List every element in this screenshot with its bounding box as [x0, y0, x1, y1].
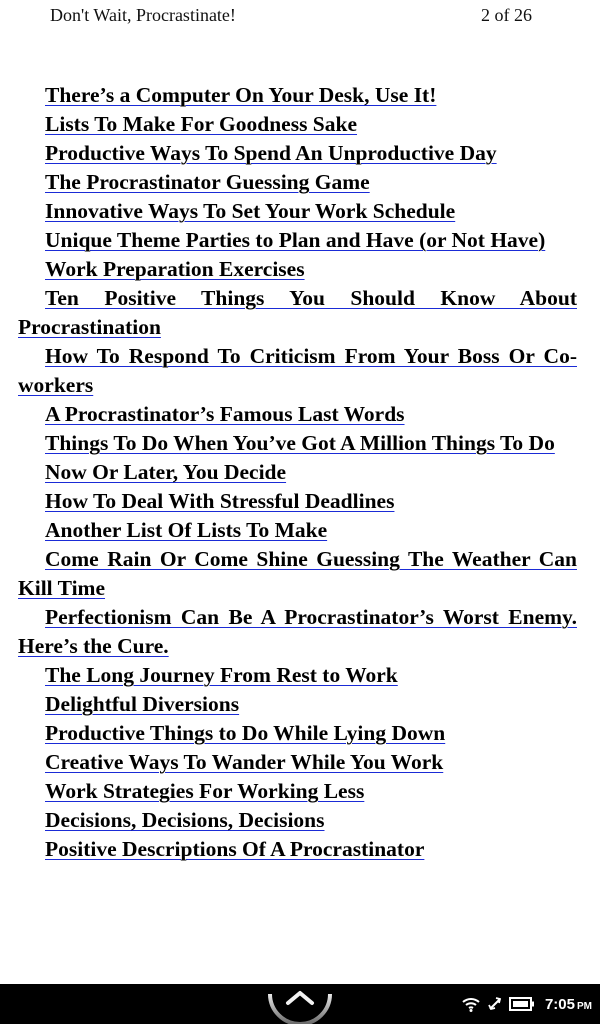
- toc-link[interactable]: Lists To Make For Goodness Sake: [45, 112, 358, 136]
- toc-item: [18, 545, 577, 603]
- toc-link[interactable]: Come Rain Or Come Shine Guessing The Weather Can Kill Time: [18, 547, 577, 600]
- toc-link[interactable]: A Procrastinator’s Famous Last Words: [45, 402, 405, 426]
- clock-suffix: PM: [577, 1000, 592, 1012]
- toc-link[interactable]: Perfectionism Can Be A Procrastinator’s Worst Enemy. Here’s the Cure.: [18, 605, 577, 658]
- toc-item: [18, 835, 577, 864]
- toc-link[interactable]: Unique Theme Parties to Plan and Have (or Not Have): [45, 228, 546, 252]
- no-sync-icon: [487, 996, 503, 1012]
- reader-header: [0, 0, 600, 30]
- toc-item: [18, 748, 577, 777]
- home-button[interactable]: [266, 984, 334, 1024]
- table-of-contents: [18, 81, 577, 864]
- toc-item: [18, 81, 577, 110]
- toc-link[interactable]: Now Or Later, You Decide: [45, 460, 287, 484]
- toc-link[interactable]: Another List Of Lists To Make: [45, 518, 328, 542]
- toc-link[interactable]: Innovative Ways To Set Your Work Schedule: [45, 199, 456, 223]
- clock: [545, 996, 592, 1013]
- toc-item: [18, 139, 577, 168]
- toc-item: [18, 777, 577, 806]
- toc-link[interactable]: Work Strategies For Working Less: [45, 779, 365, 803]
- toc-link[interactable]: The Long Journey From Rest to Work: [45, 663, 398, 687]
- toc-link[interactable]: Positive Descriptions Of A Procrastinator: [45, 837, 425, 861]
- status-area: [461, 984, 592, 1024]
- toc-item: [18, 342, 577, 400]
- toc-link[interactable]: There’s a Computer On Your Desk, Use It!: [45, 83, 437, 107]
- toc-link[interactable]: Productive Ways To Spend An Unproductive Day: [45, 141, 497, 165]
- toc-item: [18, 690, 577, 719]
- toc-link[interactable]: Productive Things to Do While Lying Down: [45, 721, 446, 745]
- clock-time: 7:05: [544, 995, 575, 1013]
- toc-item: [18, 516, 577, 545]
- toc-item: [18, 661, 577, 690]
- toc-item: [18, 197, 577, 226]
- toc-link[interactable]: Ten Positive Things You Should Know About Procrastination: [18, 286, 577, 339]
- toc-item: [18, 110, 577, 139]
- toc-item: [18, 429, 577, 458]
- toc-link[interactable]: Decisions, Decisions, Decisions: [45, 808, 325, 832]
- toc-item: [18, 255, 577, 284]
- toc-item: [18, 400, 577, 429]
- toc-link[interactable]: Things To Do When You’ve Got A Million Things To Do: [45, 431, 555, 455]
- toc-item: [18, 487, 577, 516]
- toc-item: [18, 458, 577, 487]
- toc-item: [18, 168, 577, 197]
- toc-item: [18, 603, 577, 661]
- toc-link[interactable]: How To Respond To Criticism From Your Boss Or Co-workers: [18, 344, 577, 397]
- toc-link[interactable]: How To Deal With Stressful Deadlines: [45, 489, 395, 513]
- book-title: Don't Wait, Procrastinate!: [50, 5, 236, 25]
- system-nav-bar: [0, 984, 600, 1024]
- chevron-up-icon: [266, 984, 334, 1024]
- toc-link[interactable]: Delightful Diversions: [45, 692, 240, 716]
- page-indicator: 2 of 26: [481, 5, 532, 25]
- toc-link[interactable]: Work Preparation Exercises: [45, 257, 305, 281]
- toc-link[interactable]: Creative Ways To Wander While You Work: [45, 750, 444, 774]
- toc-item: [18, 719, 577, 748]
- wifi-icon: [461, 996, 481, 1012]
- battery-icon: [509, 996, 535, 1012]
- toc-item: [18, 284, 577, 342]
- toc-link[interactable]: The Procrastinator Guessing Game: [45, 170, 370, 194]
- toc-item: [18, 226, 577, 255]
- toc-item: [18, 806, 577, 835]
